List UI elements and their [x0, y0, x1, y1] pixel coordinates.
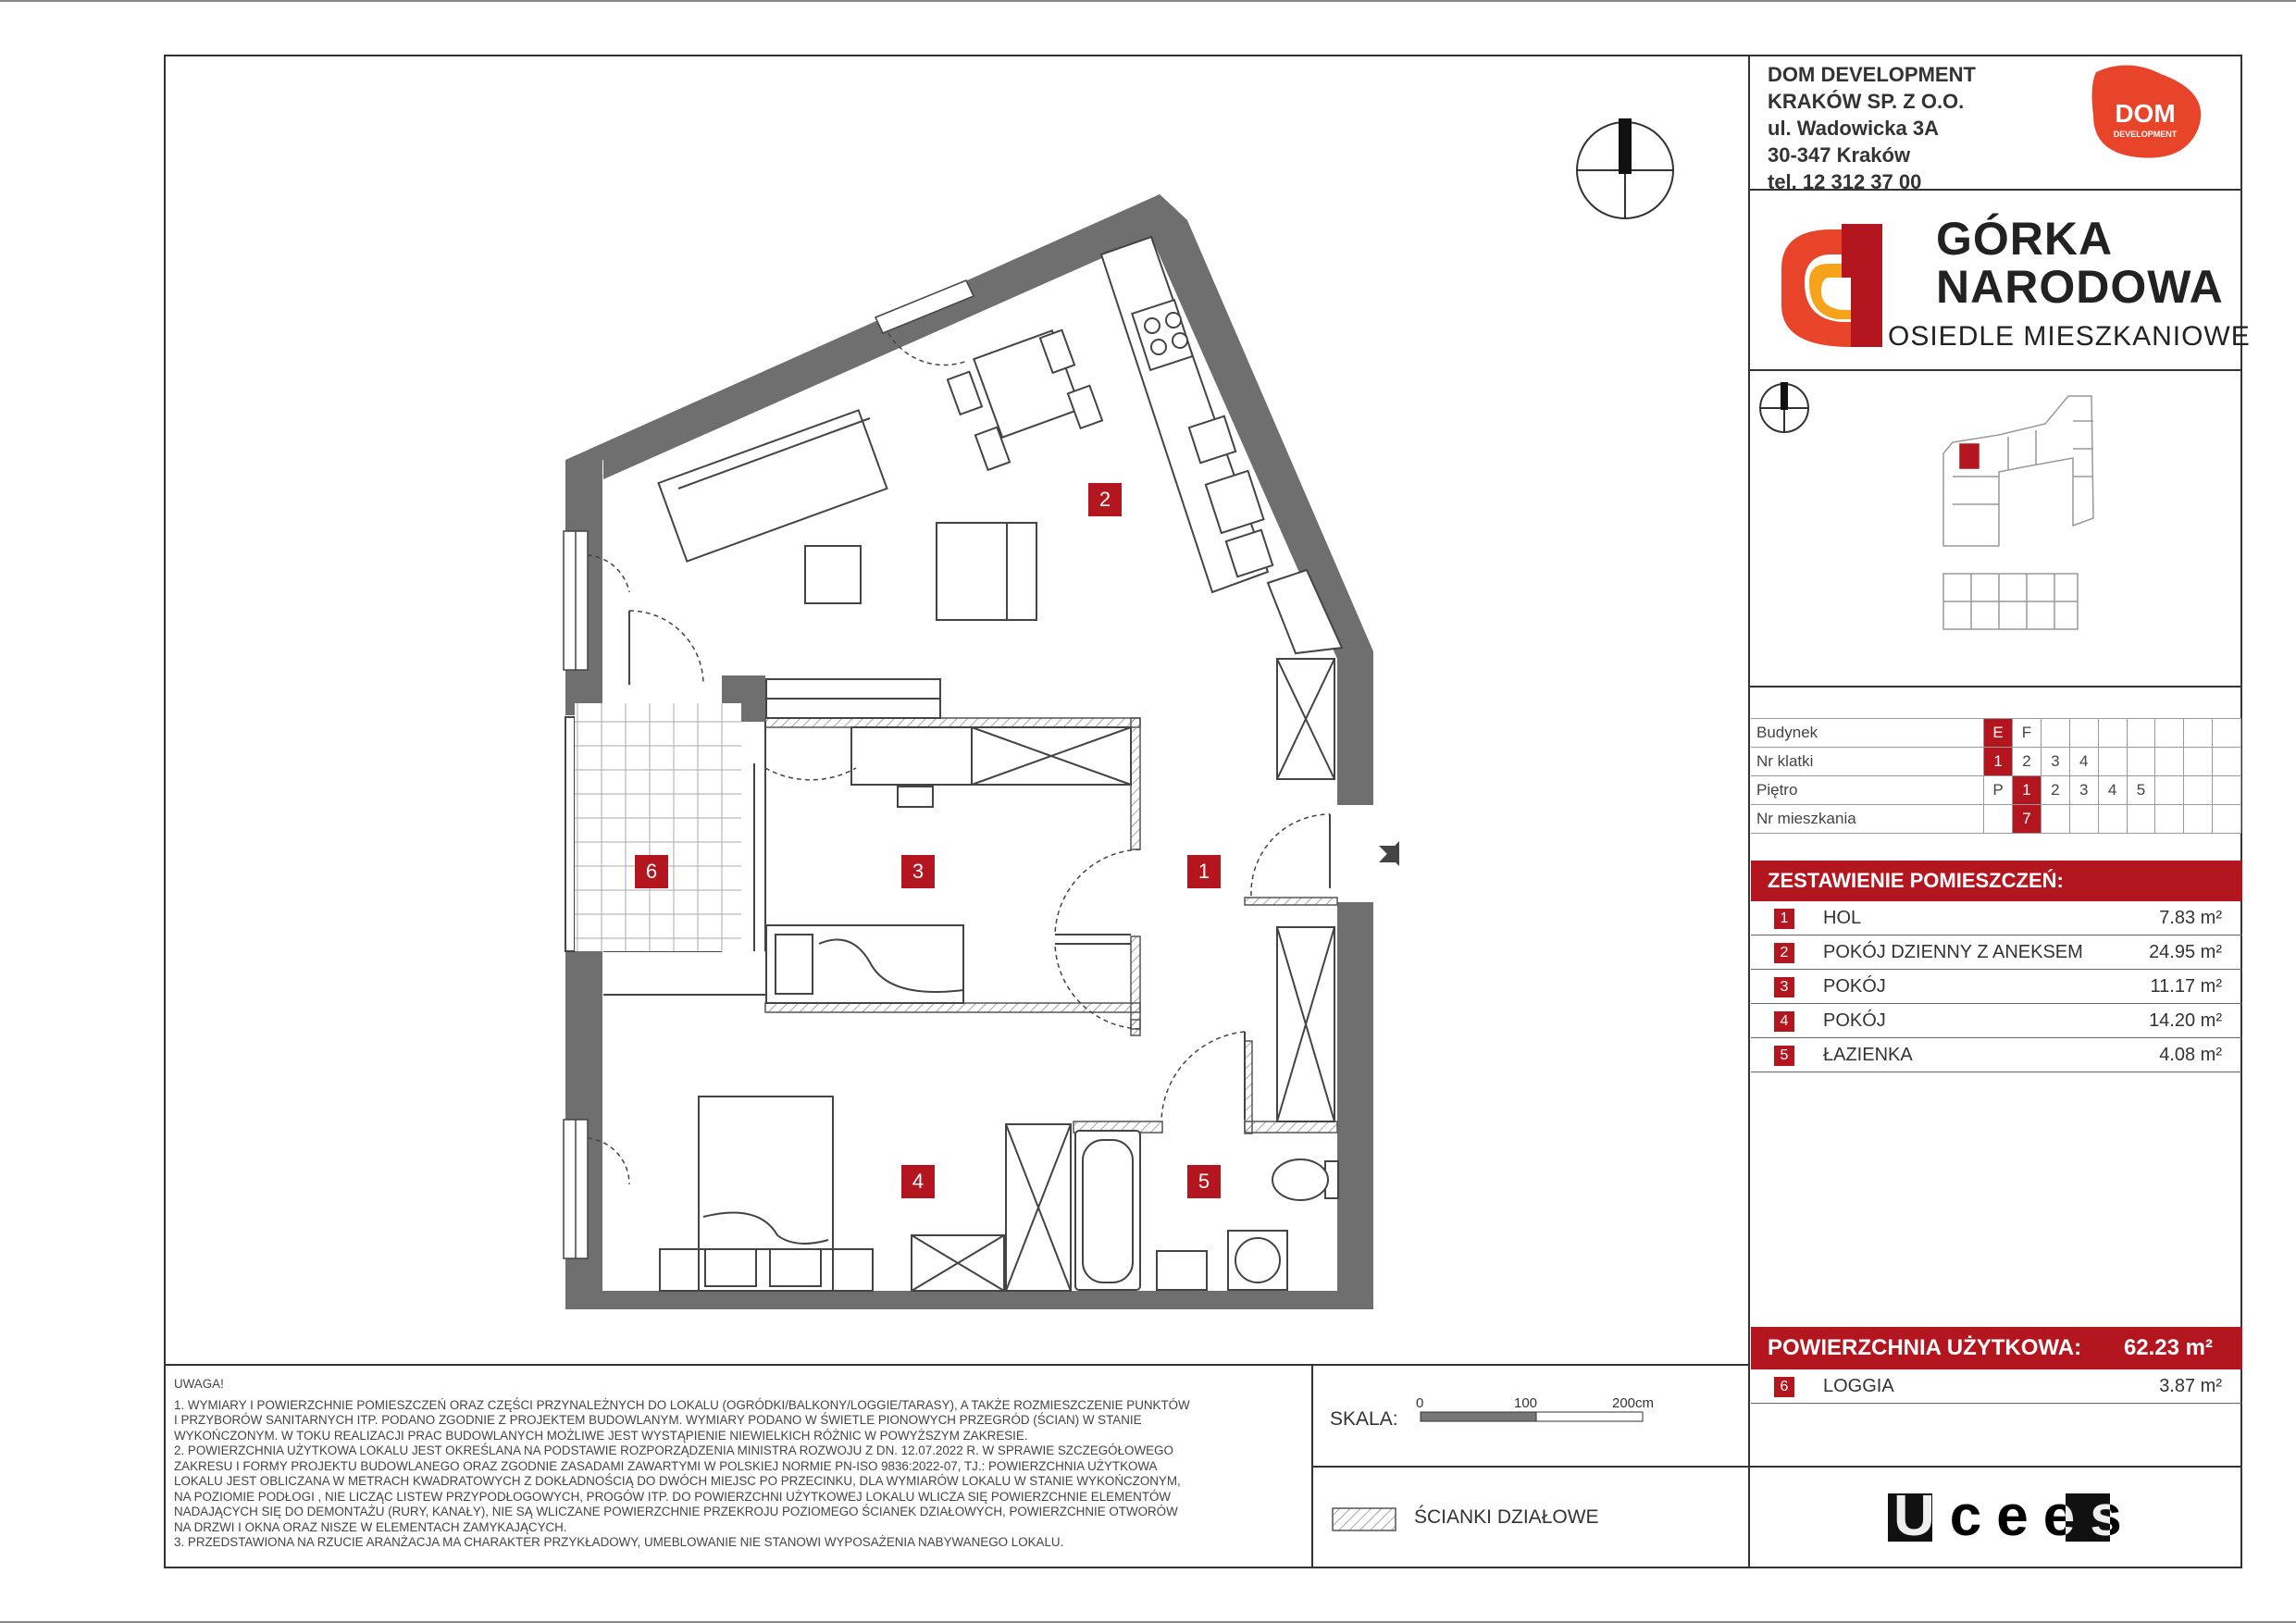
selection-row-stairwell	[1751, 748, 2241, 776]
cell: 2	[2041, 776, 2069, 805]
unit-selection-table	[1751, 718, 2241, 834]
row-label: Budynek	[1751, 719, 1984, 748]
room4-furniture	[660, 1096, 873, 1291]
room3-furniture	[766, 787, 963, 1003]
cell: 5	[2127, 776, 2155, 805]
plan-room-label-1: 1	[1187, 855, 1221, 888]
selection-row-floor	[1751, 776, 2241, 805]
company-line: tel. 12 312 37 00	[1768, 170, 1922, 193]
loggia-tiles	[575, 703, 741, 951]
ucees-logo-text: Ucees	[1893, 1484, 2137, 1548]
project-title-line2: NARODOWA	[1936, 261, 2224, 313]
room-area: 7.83 m²	[2159, 908, 2222, 928]
row-label: Piętro	[1751, 776, 1984, 805]
room-name: HOL	[1823, 908, 1862, 928]
scale-bar	[1421, 1412, 1643, 1421]
plan-room-label-6: 6	[635, 855, 668, 888]
total-area-bar	[1751, 1327, 2242, 1369]
room-row	[1751, 935, 2242, 970]
loggia-row	[1751, 1369, 2242, 1404]
svg-text:DEVELOPMENT: DEVELOPMENT	[2113, 130, 2178, 139]
room-row	[1751, 901, 2242, 935]
room-area: 4.08 m²	[2159, 1045, 2222, 1065]
room-number-badge: 1	[1774, 909, 1794, 929]
room-area: 14.20 m²	[2149, 1010, 2222, 1031]
notes-body: 1. WYMIARY I POWIERZCHNIE POMIESZCZEŃ ORAZ CZĘŚCI PRZYNALEŻNYCH DO LOKALU (OGRÓDKI/BALKONY/LOGGIE/TARASY), A TAKŻE ROZMIESZCZENIE PUNKTÓW I PRZYBORÓW SANITARNYCH ITP. PODANO ZGODNIE Z PROJEKTEM BUDOWLANYM. WYMIARY PODANO W ŚWIETLE PIONOWYCH PRZEGRÓD (ŚCIAN) W STANIE WYKOŃCZONYM. W TOKU REALIZACJI PRAC BUDOWLANYCH MOŻLIWE JEST WYSTĄPIENIE NIEWIELKICH RÓŻNIC W POWYŻSZYM ZAKRESIE. 2. POWIERZCHNIA UŻYTKOWA LOKALU JEST OKREŚLANA NA PODSTAWIE ROZPORZĄDZENIA MINISTRA ROZWOJU Z DN. 12.07.2022 R. W SPRAWIE SZCZEGÓŁOWEGO ZAKRESU I FORMY PROJEKTU BUDOWLANEGO ORAZ ZGODNIE ZASADAMI ZAWARTYMI W POLSKIEJ NORMIE PN-ISO 9836:2022-07, TJ.: POWIERZCHNIA UŻYTKOWA LOKALU JEST OBLICZANA W METRACH KWADRATOWYCH Z DOKŁADNOŚCIĄ DO DWÓCH MIEJSC PO PRZECINKU, DLA WYMIARÓW LOKALU W STANIE WYKOŃCZONYM, NA POZIOMIE PODŁOGI , NIE LICZĄC LISTEW PRZYPODŁOGOWYCH, PROGÓW ITP. DO POWIERZCHNI UŻYTKOWEJ LOKALU WLICZA SIĘ POWIERZCHNIE ELEMENTÓW NADAJĄCYCH SIĘ DO DEMONTAŻU (RURY, KANAŁY), NIE SĄ WLICZANE POWIERZCHNIE PRZEKROJU POZIOMEGO ŚCIANEK DZIAŁOWYCH, POWIERZCHNIE OTWORÓW NA DRZWI I OKNA ORAZ NISZE W ELEMENTACH ZAMYKAJĄCYCH. 3. PRZEDSTAWIONA NA RZUCIE ARANŻACJA MA CHARAKTER PRZYKŁADOWY, UMEBLOWANIE NIE STANOWI WYPOSAŻENIA NABYWANEGO LOKALU.	[174, 1397, 1190, 1549]
room-name: POKÓJ DZIENNY Z ANEKSEM	[1823, 942, 2083, 962]
notes-heading: UWAGA!	[174, 1377, 224, 1391]
room-row	[1751, 970, 2242, 1004]
plan-room-label-4: 4	[901, 1165, 935, 1198]
notes-block	[174, 1377, 1275, 1551]
scale-tick: 0	[1416, 1395, 1424, 1411]
scale-label: SKALA:	[1330, 1408, 1398, 1430]
room-row	[1751, 1004, 2242, 1038]
room-name: LOGGIA	[1823, 1376, 1894, 1396]
room-area: 11.17 m²	[2150, 976, 2222, 997]
scale-tick: 200cm	[1612, 1395, 1655, 1411]
living-furniture	[659, 330, 1103, 620]
room-name: POKÓJ	[1823, 1010, 1886, 1031]
cell: 3	[2069, 776, 2098, 805]
cell: E	[1984, 719, 2013, 748]
north-compass-icon	[1577, 118, 1673, 218]
room-row	[1751, 1038, 2242, 1072]
legend-partition-walls: ŚCIANKI DZIAŁOWE	[1414, 1506, 1599, 1528]
scale-tick: 100	[1514, 1395, 1538, 1411]
room-number-badge: 5	[1774, 1046, 1794, 1066]
project-title-line1: GÓRKA	[1936, 213, 2114, 265]
cell: 1	[1984, 748, 2013, 776]
svg-text:DOM: DOM	[2115, 99, 2176, 128]
room-name: ŁAZIENKA	[1823, 1045, 1913, 1065]
cell: F	[2013, 719, 2042, 748]
kitchen-counter	[1101, 237, 1342, 653]
cell: P	[1984, 776, 2013, 805]
room-number-badge: 2	[1774, 943, 1794, 963]
room-number-badge: 6	[1774, 1377, 1794, 1397]
cell: 1	[2013, 776, 2042, 805]
company-line: 30-347 Kraków	[1768, 143, 1911, 167]
selection-row-apartment	[1751, 805, 2241, 834]
cell: 4	[2098, 776, 2127, 805]
cell: 4	[2069, 748, 2098, 776]
rooms-heading: ZESTAWIENIE POMIESZCZEŃ:	[1751, 861, 2242, 901]
room-number-badge: 4	[1774, 1011, 1794, 1032]
dom-development-logo	[2092, 65, 2202, 157]
total-area-value: 62.23 m²	[2123, 1335, 2213, 1360]
total-area-label: POWIERZCHNIA UŻYTKOWA:	[1768, 1335, 2082, 1360]
company-line: KRAKÓW SP. Z O.O.	[1768, 90, 1965, 113]
project-subtitle: OSIEDLE MIESZKANIOWE	[1888, 321, 2251, 352]
small-compass-icon	[1760, 382, 1808, 432]
plan-room-label-3: 3	[901, 855, 935, 888]
plan-room-label-5: 5	[1187, 1165, 1221, 1198]
ucees-logo	[1888, 1484, 2258, 1549]
room-number-badge: 3	[1774, 977, 1794, 997]
legend-hatch-swatch	[1333, 1508, 1396, 1530]
bathroom-fixtures	[1075, 1131, 1338, 1290]
row-label: Nr mieszkania	[1751, 805, 1984, 834]
room-area: 24.95 m²	[2149, 942, 2222, 962]
company-line: ul. Wadowicka 3A	[1768, 117, 1940, 140]
company-line: DOM DEVELOPMENT	[1768, 63, 1976, 86]
company-info	[1768, 61, 1976, 195]
row-label: Nr klatki	[1751, 748, 1984, 776]
room-name: POKÓJ	[1823, 976, 1886, 997]
cell: 3	[2041, 748, 2069, 776]
project-title	[1936, 215, 2224, 311]
cell: 7	[2013, 805, 2042, 834]
key-plan-icon	[1943, 396, 2093, 629]
room-area: 3.87 m²	[2159, 1376, 2222, 1396]
selection-row-building	[1751, 719, 2241, 748]
cell: 2	[2013, 748, 2042, 776]
gorka-narodowa-logo	[1781, 224, 1882, 347]
plan-room-label-2: 2	[1088, 483, 1122, 516]
